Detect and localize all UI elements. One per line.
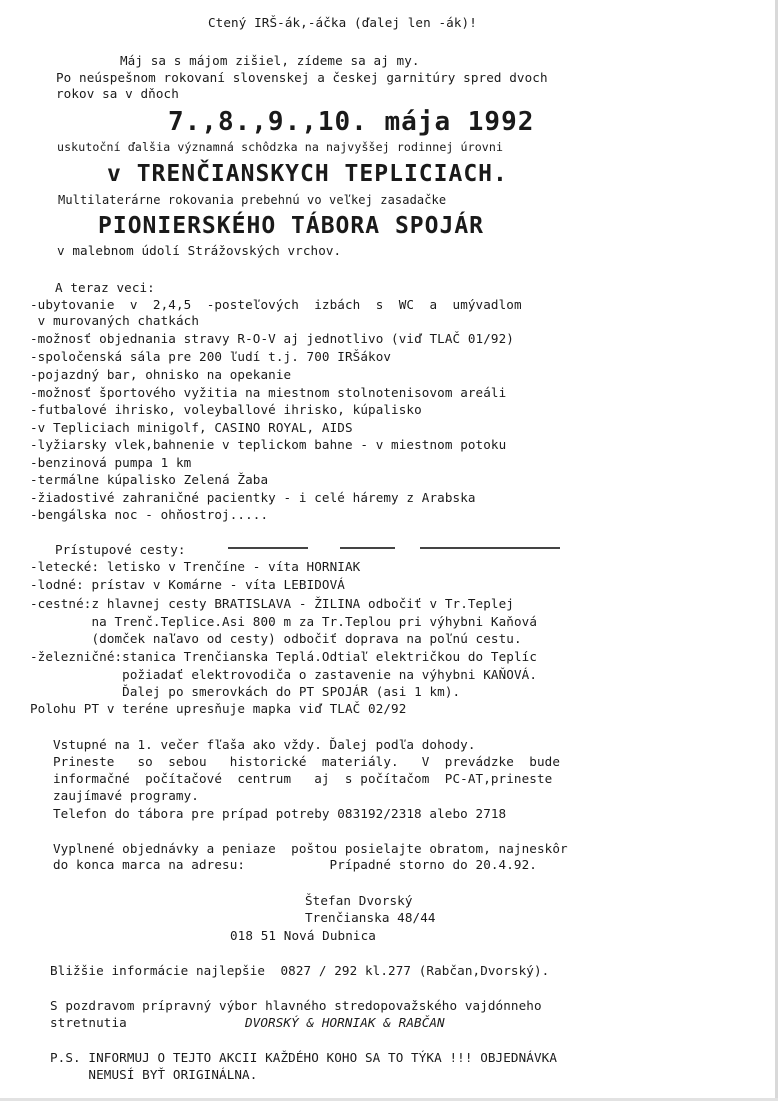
underline-mark <box>228 547 308 549</box>
access-item: Ďalej po smerovkách do PT SPOJÁR (asi 1 km). <box>30 684 461 699</box>
orders-line: do konca marca na adresu: Prípadné storno do 20.4.92. <box>53 857 537 872</box>
info-line: Bližšie informácie najlepšie 0827 / 292 kl.277 (Rabčan,Dvorský). <box>50 963 550 978</box>
things-item: -lyžiarsky vlek,bahnenie v teplickom bahne - v miestnom potoku <box>30 437 507 452</box>
regards-line: stretnutia <box>50 1015 127 1030</box>
signers: DVORSKÝ & HORNIAK & RABČAN <box>245 1015 445 1030</box>
things-item: -ubytovanie v 2,4,5 -posteľových izbách s WC a umývadlom <box>30 297 522 312</box>
event-dates: 7.,8.,9.,10. mája 1992 <box>168 107 535 137</box>
access-item: (domček naľavo od cesty) odbočiť doprava na poľnú cestu. <box>30 631 522 646</box>
things-heading: A teraz veci: <box>55 280 155 295</box>
event-lead: uskutoční ďalšia významná schôdzka na najvyššej rodinnej úrovni <box>57 140 504 154</box>
access-item: -cestné:z hlavnej cesty BRATISLAVA - ŽILINA odbočiť v Tr.Teplej <box>30 596 514 611</box>
entry-line: informačné počítačové centrum aj s počítačom PC-AT,prineste <box>53 771 553 786</box>
intro-line-1: Máj sa s májom zišiel, zídeme sa aj my. <box>120 53 420 68</box>
address-name: Štefan Dvorský <box>305 893 413 908</box>
things-item: -bengálska noc - ohňostroj..... <box>30 507 269 522</box>
greeting: Ctený IRŠ-ák,-áčka (ďalej len -ák)! <box>208 15 477 30</box>
underline-mark <box>340 547 395 549</box>
things-item: -možnosť objednania stravy R-O-V aj jednotlivo (viď TLAČ 01/92) <box>30 331 514 346</box>
entry-line: Telefon do tábora pre prípad potreby 083192/2318 alebo 2718 <box>53 806 507 821</box>
entry-line: Prineste so sebou historické materiály. V prevádzke bude <box>53 754 561 769</box>
event-place: v TRENČIANSKYCH TEPLICIACH. <box>107 161 508 187</box>
things-item: v murovaných chatkách <box>30 313 200 328</box>
access-item: požiadať elektrovodiča o zastavenie na výhybni KAŇOVÁ. <box>30 667 538 682</box>
ps-line: NEMUSÍ BYŤ ORIGINÁLNA. <box>50 1067 258 1082</box>
things-item: -benzinová pumpa 1 km <box>30 455 192 470</box>
entry-line: Vstupné na 1. večer fľaša ako vždy. Ďalej podľa dohody. <box>53 737 476 752</box>
map-note: Polohu PT v teréne upresňuje mapka viď TLAČ 02/92 <box>30 701 407 716</box>
intro-line-3: rokov sa v dňoch <box>56 86 179 101</box>
entry-line: zaujímavé programy. <box>53 788 199 803</box>
things-item: -termálne kúpalisko Zelená Žaba <box>30 472 269 487</box>
access-item: -lodné: prístav v Komárne - víta LEBIDOVÁ <box>30 577 345 592</box>
access-item: -letecké: letisko v Trenčíne - víta HORNIAK <box>30 559 361 574</box>
things-item: -spoločenská sála pre 200 ľudí t.j. 700 IRŠákov <box>30 349 392 364</box>
venue-valley: v malebnom údolí Strážovských vrchov. <box>57 243 342 258</box>
address-city: 018 51 Nová Dubnica <box>230 928 376 943</box>
things-item: -možnosť športového vyžitia na miestnom stolnotenisovom areáli <box>30 385 507 400</box>
ps-line: P.S. INFORMUJ O TEJTO AKCII KAŽDÉHO KOHO SA TO TÝKA !!! OBJEDNÁVKA <box>50 1050 558 1065</box>
things-item: -futbalové ihrisko, voleyballové ihrisko, kúpalisko <box>30 402 422 417</box>
things-item: -v Tepliciach minigolf, CASINO ROYAL, AIDS <box>30 420 353 435</box>
venue-lead: Multilaterárne rokovania prebehnú vo veľkej zasadačke <box>58 193 447 207</box>
address-street: Trenčianska 48/44 <box>305 910 436 925</box>
orders-line: Vyplnené objednávky a peniaze poštou posielajte obratom, najneskôr <box>53 841 568 856</box>
venue-name: PIONIERSKÉHO TÁBORA SPOJÁR <box>98 213 485 239</box>
access-heading: Prístupové cesty: <box>55 542 186 557</box>
intro-line-2: Po neúspešnom rokovaní slovenskej a českej garnitúry spred dvoch <box>56 70 548 85</box>
underline-mark <box>420 547 560 549</box>
things-item: -pojazdný bar, ohnisko na opekanie <box>30 367 292 382</box>
things-item: -žiadostivé zahraničné pacientky - i celé háremy z Arabska <box>30 490 476 505</box>
access-item: na Trenč.Teplice.Asi 800 m za Tr.Teplou pri výhybni Kaňová <box>30 614 538 629</box>
access-item: -železničné:stanica Trenčianska Teplá.Odtiaľ električkou do Teplíc <box>30 649 538 664</box>
regards-line: S pozdravom prípravný výbor hlavného stredopovažského vajdónneho <box>50 998 542 1013</box>
